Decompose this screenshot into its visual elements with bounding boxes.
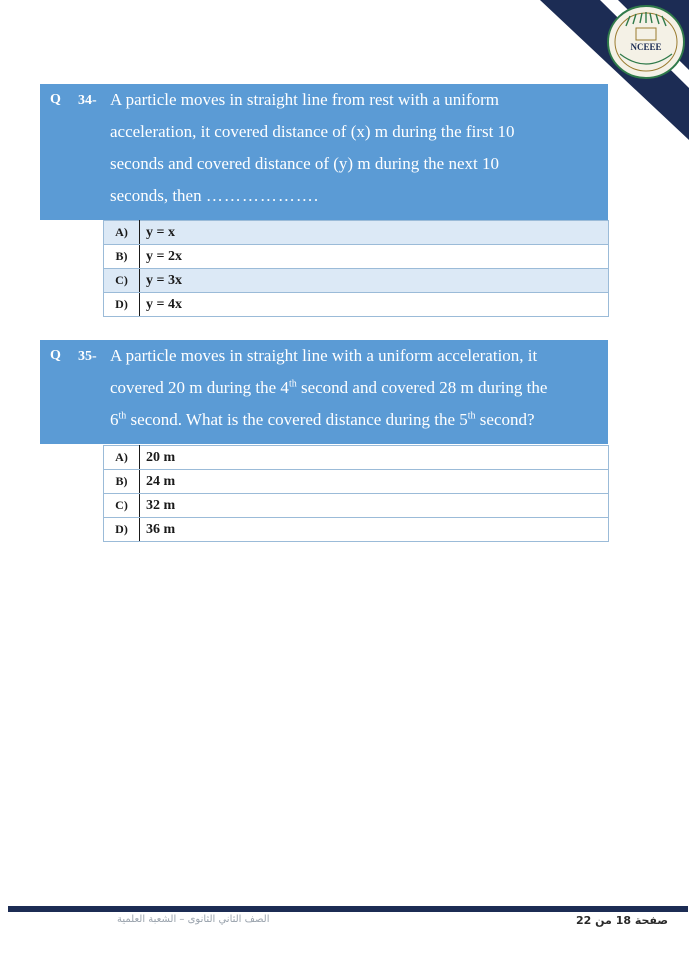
option-value: y = 4x [140,293,609,317]
question-marker: Q [50,348,61,363]
question-text-line-2 [110,378,547,398]
option-label: D) [104,293,140,317]
option-label: B) [104,245,140,269]
option-label: B) [104,470,140,494]
option-label: D) [104,518,140,542]
text-segment: second and covered 28 m during the [296,378,548,397]
option-b[interactable] [104,245,609,269]
option-label: A) [104,446,140,470]
option-d[interactable] [104,293,609,317]
question-marker: Q [50,92,61,107]
footer-page-number: صفحة 18 من 22 [576,914,668,927]
question-text-line-4 [110,186,319,206]
answer-blank: ………………. [205,186,320,205]
question-number: 35- [78,349,97,364]
options-q34 [103,220,609,317]
option-c[interactable] [104,494,609,518]
option-b[interactable] [104,470,609,494]
svg-text:NCEEE: NCEEE [630,42,662,52]
option-a[interactable] [104,446,609,470]
question-number: 34- [78,93,97,108]
option-d[interactable] [104,518,609,542]
text-segment: covered 20 m during the 4 [110,378,289,397]
footer-divider [8,906,688,912]
text-segment: second. What is the covered distance during the 5 [126,410,468,429]
ncee-logo [606,4,686,80]
question-text-line-1: A particle moves in straight line from rest with a uniform [110,90,500,109]
question-34 [40,84,608,220]
option-label: A) [104,221,140,245]
question-text-tail: seconds, then [110,186,202,205]
option-label: C) [104,269,140,293]
text-segment: second? [475,410,535,429]
option-value: 36 m [140,518,609,542]
question-text-line-3 [110,410,535,430]
question-text-line-1: A particle moves in straight line with a uniform acceleration, it [110,346,538,365]
option-a[interactable] [104,221,609,245]
text-segment: 6 [110,410,119,429]
option-value: y = 3x [140,269,609,293]
superscript: th [467,410,476,422]
superscript: th [118,410,127,422]
option-value: y = x [140,221,609,245]
question-text-line-2: acceleration, it covered distance of (x) m during the first 10 [110,122,515,141]
question-35 [40,340,608,444]
option-value: 32 m [140,494,609,518]
option-label: C) [104,494,140,518]
superscript: th [288,378,297,390]
question-text-line-3: seconds and covered distance of (y) m during the next 10 [110,154,499,173]
option-c[interactable] [104,269,609,293]
option-value: 20 m [140,446,609,470]
option-value: 24 m [140,470,609,494]
option-value: y = 2x [140,245,609,269]
options-q35 [103,445,609,542]
footer-grade-label: الصف الثاني الثانوى – الشعبة العلمية [117,914,270,925]
